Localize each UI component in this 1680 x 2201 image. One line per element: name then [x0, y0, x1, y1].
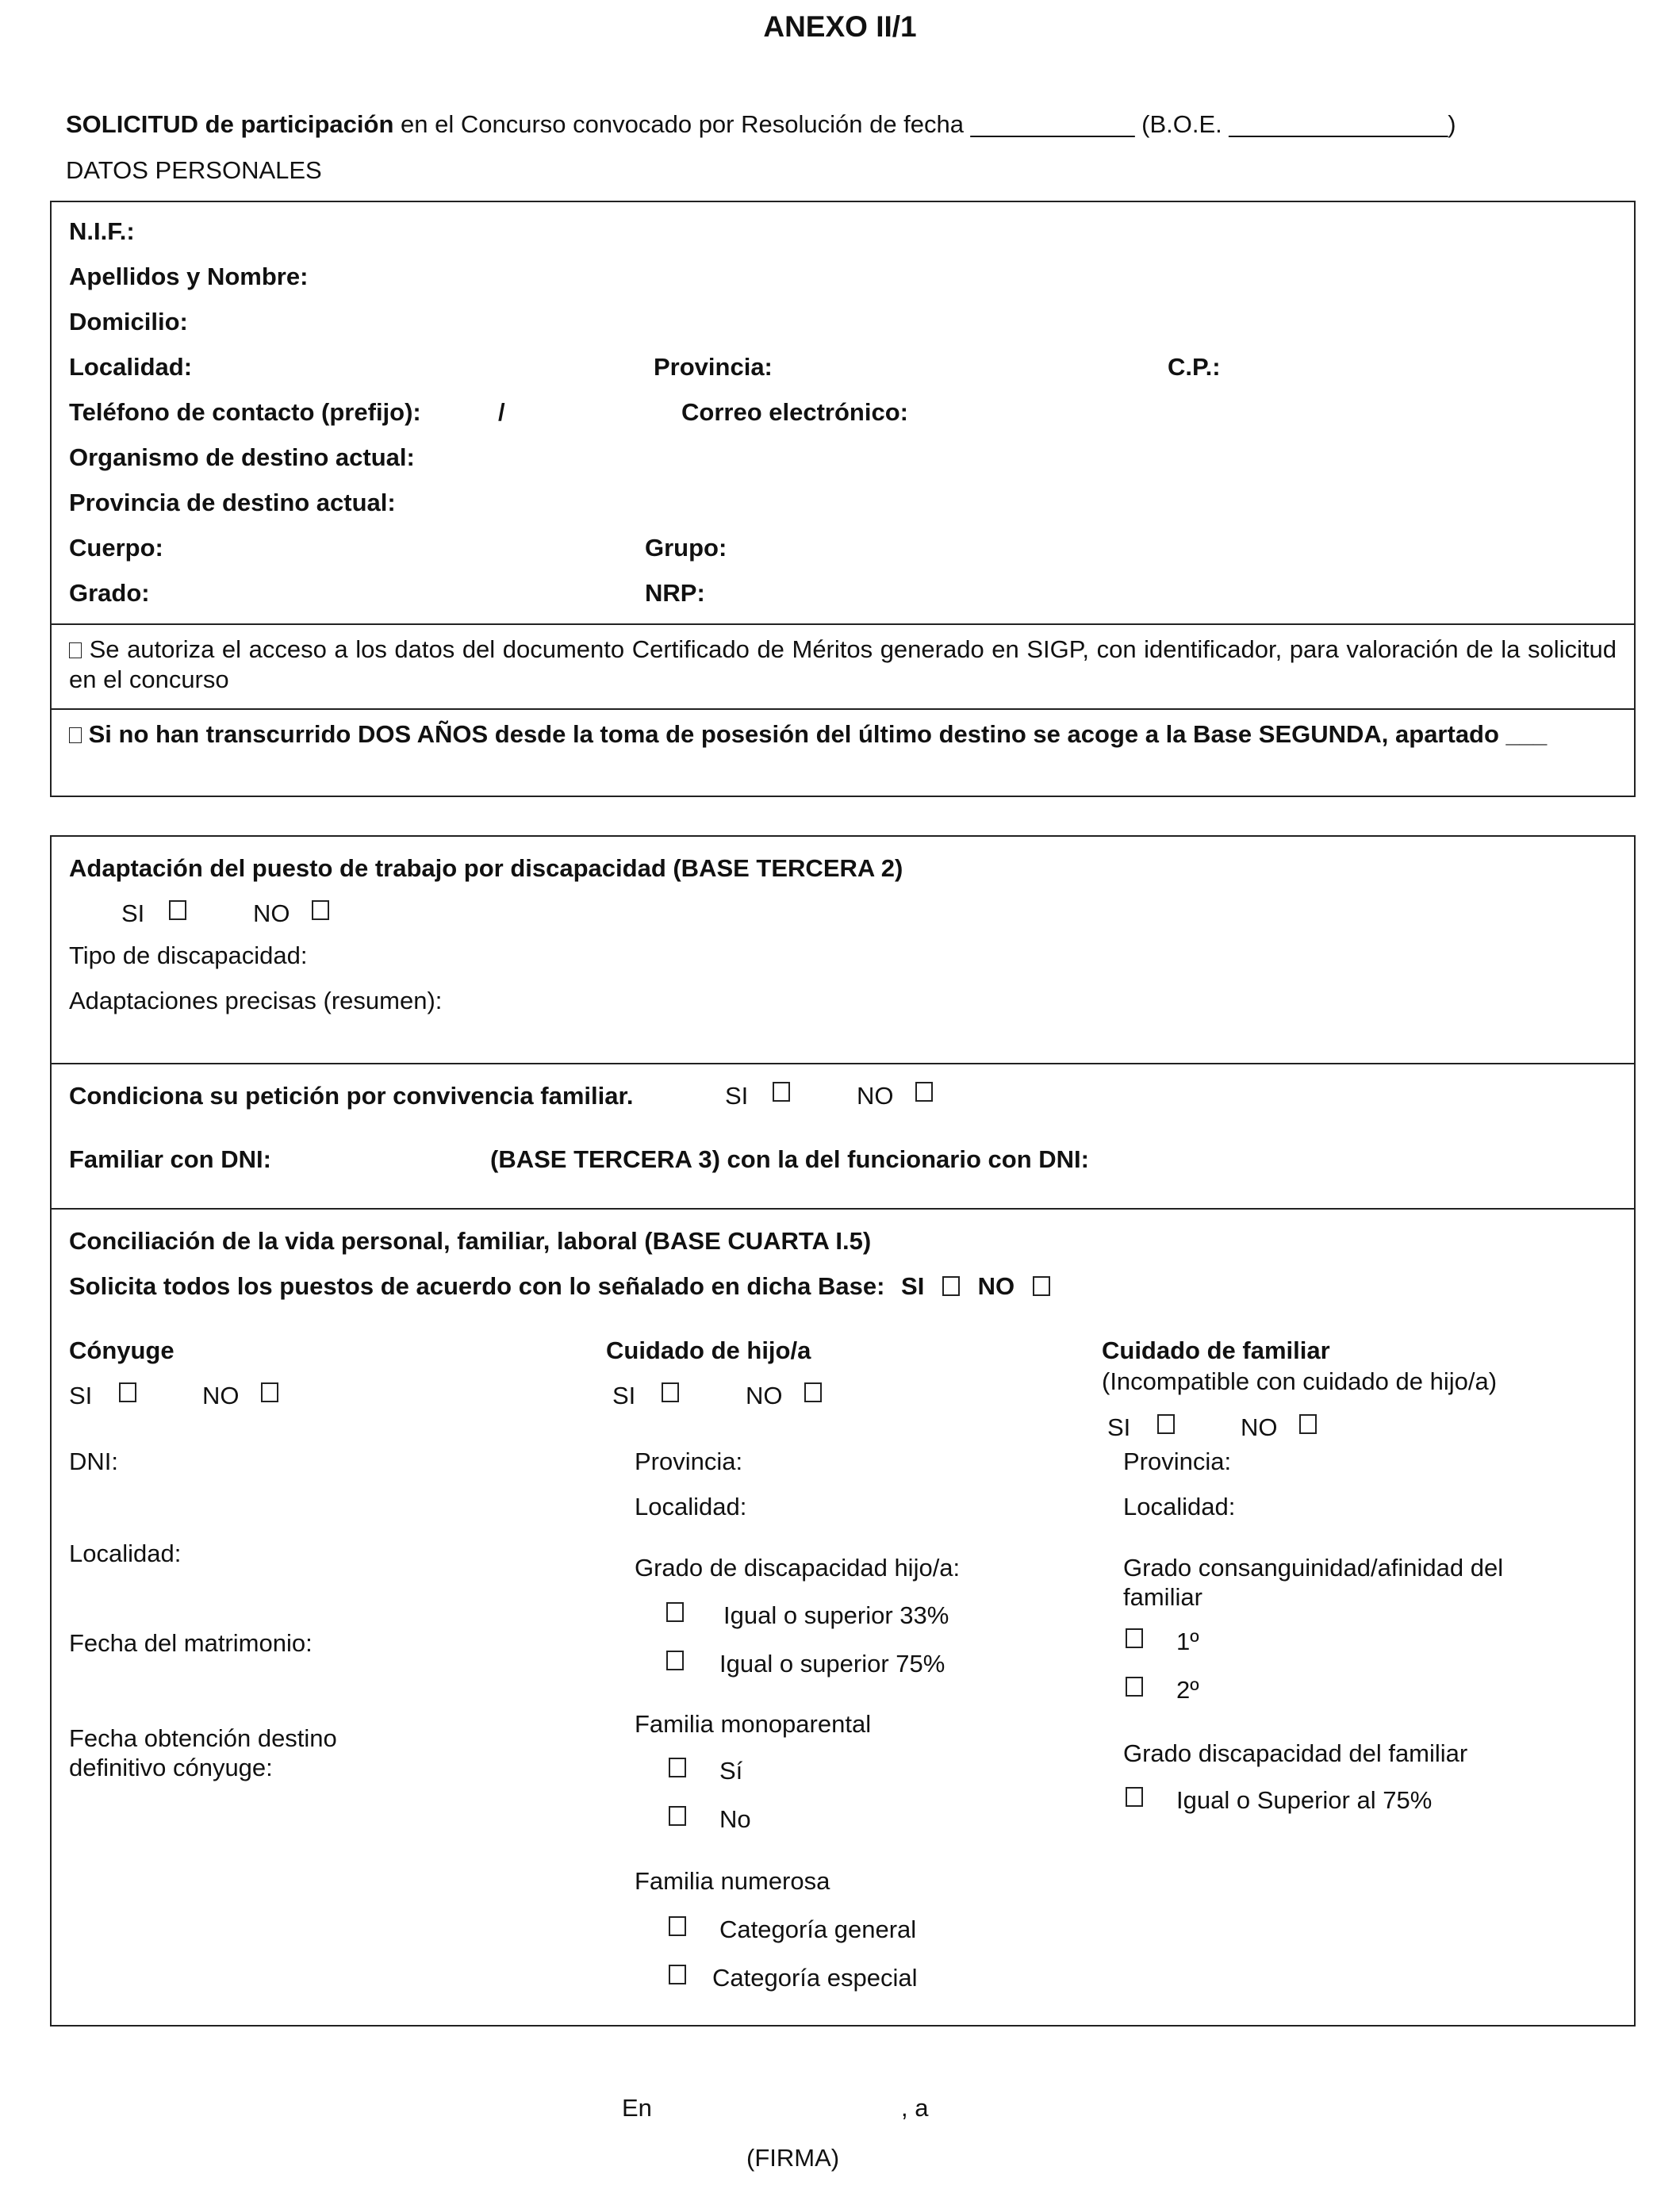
adaptacion-no-label: NO — [253, 899, 290, 927]
familiar-provincia-label: Provincia: — [1123, 1448, 1232, 1475]
convivencia-si-checkbox[interactable] — [773, 1077, 790, 1106]
familiar-si-checkbox[interactable] — [1157, 1409, 1175, 1439]
localidad-label: Localidad: — [69, 353, 193, 381]
cat-especial-label: Categoría especial — [712, 1964, 918, 1992]
footer-fecha: , a — [901, 2094, 929, 2122]
igual75-checkbox[interactable] — [666, 1646, 684, 1675]
conyuge-dni-label: DNI: — [69, 1448, 118, 1475]
solicita-no-checkbox[interactable] — [1033, 1276, 1050, 1296]
cat-especial-checkbox[interactable] — [669, 1960, 686, 1989]
adaptacion-si-checkbox[interactable] — [169, 895, 186, 925]
monoparental-no-checkbox[interactable] — [669, 1801, 686, 1831]
adaptaciones-label: Adaptaciones precisas (resumen): — [69, 987, 443, 1014]
adaptacion-si-label: SI — [121, 899, 145, 927]
divider — [50, 623, 1636, 625]
datos-personales-heading: DATOS PERSONALES — [66, 156, 322, 184]
convivencia-si-label: SI — [725, 1082, 749, 1110]
solicitud-rest: en el Concurso convocado por Resolución de fecha ____________ (B.O.E. ________________) — [401, 110, 1456, 138]
igual75-label: Igual o superior 75% — [719, 1650, 945, 1678]
hijo-no-checkbox[interactable] — [804, 1378, 822, 1407]
hijo-title: Cuidado de hijo/a — [606, 1336, 811, 1364]
autoriza-checkbox[interactable] — [69, 642, 82, 658]
divider — [50, 708, 1636, 710]
hijo-si-label: SI — [612, 1382, 636, 1409]
primero-checkbox[interactable] — [1126, 1624, 1143, 1653]
conciliacion-title: Conciliación de la vida personal, familiar, laboral (BASE CUARTA I.5) — [69, 1227, 872, 1255]
divider — [50, 1208, 1636, 1210]
page-title: ANEXO II/1 — [763, 10, 917, 43]
grado-discapacidad-hijo-label: Grado de discapacidad hijo/a: — [635, 1554, 961, 1582]
nif-label: N.I.F.: — [69, 217, 135, 245]
fecha-obtencion-line2: definitivo cónyuge: — [69, 1754, 273, 1781]
cat-general-label: Categoría general — [719, 1915, 917, 1943]
autoriza-paragraph — [69, 635, 1617, 695]
organismo-label: Organismo de destino actual: — [69, 443, 415, 471]
familiar-subtitle: (Incompatible con cuidado de hijo/a) — [1102, 1367, 1498, 1395]
telefono-slash: / — [498, 398, 505, 426]
dos-anos-text: Si no han transcurrido DOS AÑOS desde la toma de posesión del último destino se acoge a la Base SEGUNDA, apartado ___ — [88, 720, 1548, 748]
conyuge-no-checkbox[interactable] — [261, 1378, 278, 1407]
cp-label: C.P.: — [1168, 353, 1221, 381]
grado-discapacidad-familiar-label: Grado discapacidad del familiar — [1123, 1739, 1468, 1767]
solicita-line — [69, 1271, 1050, 1301]
convivencia-no-label: NO — [857, 1082, 894, 1110]
dos-anos-paragraph — [69, 719, 1617, 750]
familiar-igual75-checkbox[interactable] — [1126, 1782, 1143, 1812]
familiar-no-checkbox[interactable] — [1299, 1409, 1317, 1439]
adaptacion-no-checkbox[interactable] — [312, 895, 329, 925]
correo-label: Correo electrónico: — [681, 398, 908, 426]
familiar-localidad-label: Localidad: — [1123, 1493, 1236, 1520]
solicita-si-label: SI — [901, 1272, 925, 1300]
hijo-provincia-label: Provincia: — [635, 1448, 743, 1475]
hijo-si-checkbox[interactable] — [662, 1378, 679, 1407]
grado-label: Grado: — [69, 579, 150, 607]
telefono-label: Teléfono de contacto (prefijo): — [69, 398, 421, 426]
conyuge-title: Cónyuge — [69, 1336, 175, 1364]
nrp-label: NRP: — [645, 579, 705, 607]
convivencia-title: Condiciona su petición por convivencia familiar. — [69, 1082, 634, 1110]
footer-en: En — [622, 2094, 652, 2122]
familiar-dni-label: Familiar con DNI: — [69, 1145, 271, 1173]
familiar-igual75-label: Igual o Superior al 75% — [1176, 1786, 1433, 1814]
apellidos-label: Apellidos y Nombre: — [69, 263, 309, 290]
solicita-text: Solicita todos los puestos de acuerdo con lo señalado en dicha Base: — [69, 1272, 885, 1300]
hijo-localidad-label: Localidad: — [635, 1493, 747, 1520]
igual33-label: Igual o superior 33% — [723, 1601, 949, 1629]
solicita-no-label: NO — [977, 1272, 1015, 1300]
monoparental-no-label: No — [719, 1805, 751, 1833]
convivencia-no-checkbox[interactable] — [915, 1077, 933, 1106]
divider — [50, 1063, 1636, 1064]
adaptacion-title: Adaptación del puesto de trabajo por discapacidad (BASE TERCERA 2) — [69, 854, 903, 882]
grupo-label: Grupo: — [645, 534, 727, 562]
domicilio-label: Domicilio: — [69, 308, 188, 336]
cat-general-checkbox[interactable] — [669, 1911, 686, 1941]
igual33-checkbox[interactable] — [666, 1597, 684, 1627]
provincia-label: Provincia: — [654, 353, 773, 381]
monoparental-label: Familia monoparental — [635, 1710, 872, 1738]
conyuge-si-checkbox[interactable] — [119, 1378, 136, 1407]
fecha-matrimonio-label: Fecha del matrimonio: — [69, 1629, 313, 1657]
solicita-si-checkbox[interactable] — [942, 1276, 960, 1296]
familiar-si-label: SI — [1107, 1413, 1131, 1441]
conyuge-no-label: NO — [202, 1382, 240, 1409]
numerosa-label: Familia numerosa — [635, 1867, 830, 1895]
tipo-discapacidad-label: Tipo de discapacidad: — [69, 941, 308, 969]
segundo-checkbox[interactable] — [1126, 1672, 1143, 1701]
footer-firma: (FIRMA) — [746, 2144, 840, 2172]
conyuge-localidad-label: Localidad: — [69, 1540, 182, 1567]
familiar-no-label: NO — [1241, 1413, 1278, 1441]
monoparental-si-checkbox[interactable] — [669, 1753, 686, 1782]
cuerpo-label: Cuerpo: — [69, 534, 163, 562]
grado-consanguinidad-line1: Grado consanguinidad/afinidad del — [1123, 1554, 1504, 1582]
conyuge-si-label: SI — [69, 1382, 93, 1409]
monoparental-si-label: Sí — [719, 1757, 743, 1785]
familiar-title: Cuidado de familiar — [1102, 1336, 1330, 1364]
segundo-label: 2º — [1176, 1676, 1199, 1704]
solicitud-line — [66, 109, 1456, 139]
autoriza-text: Se autoriza el acceso a los datos del documento Certificado de Méritos generado en SIGP, con identificador, para valoración de la solicitud en el concurso — [69, 635, 1617, 693]
solicitud-bold: SOLICITUD de participación — [66, 110, 394, 138]
hijo-no-label: NO — [746, 1382, 783, 1409]
provincia-destino-label: Provincia de destino actual: — [69, 489, 396, 516]
grado-consanguinidad-line2: familiar — [1123, 1583, 1202, 1611]
fecha-obtencion-line1: Fecha obtención destino — [69, 1724, 337, 1752]
primero-label: 1º — [1176, 1628, 1199, 1655]
funcionario-dni-label: (BASE TERCERA 3) con la del funcionario con DNI: — [490, 1145, 1089, 1173]
dos-anos-checkbox[interactable] — [69, 727, 82, 743]
